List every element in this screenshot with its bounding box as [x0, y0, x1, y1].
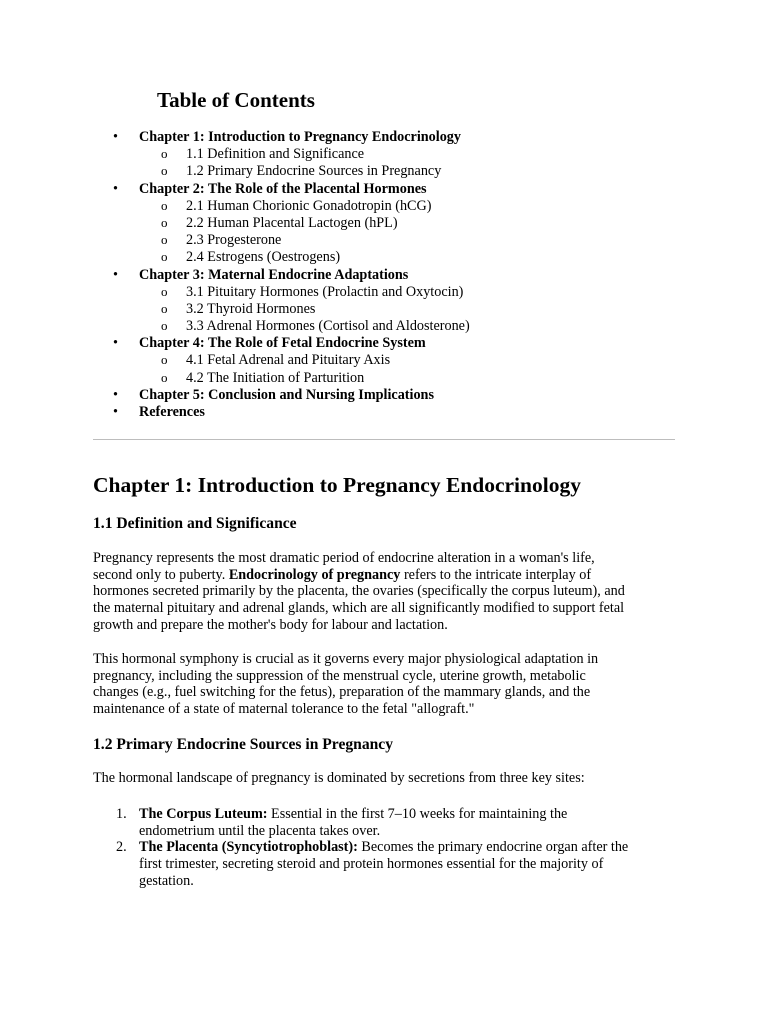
toc-section-label: 4.2 The Initiation of Parturition: [186, 369, 365, 386]
sub-bullet-icon: o: [161, 163, 168, 179]
toc-section-label: 2.4 Estrogens (Oestrogens): [186, 249, 341, 266]
sub-bullet-icon: o: [161, 146, 168, 162]
bullet-icon: •: [113, 386, 118, 403]
bold-term: Endocrinology of pregnancy: [228, 566, 401, 583]
toc-chapter-1[interactable]: [93, 129, 693, 146]
text-line: first trimester, secreting steroid and protein hormones essential for the majority of: [139, 856, 604, 873]
toc-chapter-2[interactable]: [93, 181, 693, 198]
text-span: refers to the intricate interplay of: [400, 566, 592, 583]
section-heading: 1.1 Definition and Significance: [93, 515, 297, 532]
sub-bullet-icon: o: [161, 318, 168, 334]
text-line: the maternal pituitary and adrenal glands, which are all significantly modified to support fetal: [93, 600, 625, 617]
text-line: [139, 839, 693, 856]
toc-section-label: 1.2 Primary Endocrine Sources in Pregnancy: [186, 163, 442, 180]
sub-bullet-icon: o: [161, 214, 168, 230]
toc-chapter-3[interactable]: [93, 267, 693, 284]
toc-section-label: 3.2 Thyroid Hormones: [186, 300, 316, 317]
text-span: Essential in the first 7–10 weeks for maintaining the: [267, 806, 568, 822]
toc-chapter-5[interactable]: [93, 387, 693, 404]
text-line: maintenance of a state of maternal tolerance to the fetal "allograft.": [93, 701, 475, 718]
section-heading: 1.2 Primary Endocrine Sources in Pregnancy: [93, 736, 394, 753]
text-line: Pregnancy represents the most dramatic period of endocrine alteration in a woman's life,: [93, 550, 595, 566]
toc-chapter-label: Chapter 5: Conclusion and Nursing Implications: [139, 386, 434, 403]
text-line: changes (e.g., fuel switching for the fetus), preparation of the mammary glands, and the: [93, 684, 591, 701]
sub-bullet-icon: o: [161, 249, 168, 265]
toc-section-4-2[interactable]: [93, 370, 693, 387]
bullet-icon: •: [113, 404, 118, 420]
toc-chapter-label: Chapter 4: The Role of Fetal Endocrine System: [139, 335, 426, 352]
text-line: growth and prepare the mother's body for labour and lactation.: [93, 616, 448, 633]
toc-section-label: 2.1 Human Chorionic Gonadotropin (hCG): [186, 197, 432, 214]
bold-term: The Placenta (Syncytiotrophoblast):: [139, 839, 358, 856]
toc-section-1-2[interactable]: [93, 163, 693, 180]
paragraph: [93, 651, 683, 718]
list-item: [93, 806, 693, 839]
paragraph: [93, 770, 683, 787]
toc-references[interactable]: [93, 404, 693, 421]
text-line: [139, 806, 693, 823]
toc-section-3-1[interactable]: [93, 284, 693, 301]
list-number: 2.: [116, 839, 127, 856]
bold-term: The Corpus Luteum:: [139, 806, 268, 822]
text-line: hormones secreted primarily by the placenta, the ovaries (specifically the corpus luteum), and: [93, 583, 625, 600]
toc-title: Table of Contents: [157, 88, 315, 112]
text-span: Becomes the primary endocrine organ after the: [357, 839, 629, 856]
toc-chapter-label: Chapter 3: Maternal Endocrine Adaptations: [139, 266, 409, 283]
toc-chapter-4[interactable]: [93, 335, 693, 352]
toc-section-2-3[interactable]: [93, 232, 693, 249]
text-line: gestation.: [139, 872, 194, 889]
toc-chapter-label: Chapter 2: The Role of the Placental Hormones: [139, 180, 427, 197]
toc-section-3-2[interactable]: [93, 301, 693, 318]
toc-chapter-label: Chapter 1: Introduction to Pregnancy Endocrinology: [139, 129, 461, 145]
horizontal-divider: [93, 439, 675, 440]
text-line: [93, 567, 683, 584]
bullet-icon: •: [113, 266, 118, 283]
table-of-contents: [93, 129, 693, 421]
sub-bullet-icon: o: [161, 300, 168, 316]
bullet-icon: •: [113, 335, 118, 352]
bullet-icon: •: [113, 180, 118, 197]
toc-section-label: 3.3 Adrenal Hormones (Cortisol and Aldosterone): [186, 318, 470, 335]
text-line: This hormonal symphony is crucial as it governs every major physiological adaptation in: [93, 651, 599, 667]
toc-section-2-2[interactable]: [93, 215, 693, 232]
toc-section-label: 2.3 Progesterone: [186, 232, 282, 249]
toc-section-3-3[interactable]: [93, 318, 693, 335]
toc-section-label: 2.2 Human Placental Lactogen (hPL): [186, 214, 398, 231]
toc-section-4-1[interactable]: [93, 352, 693, 369]
text-span: second only to puberty.: [93, 566, 229, 583]
sub-bullet-icon: o: [161, 352, 168, 368]
toc-section-label: 3.1 Pituitary Hormones (Prolactin and Oxytocin): [186, 283, 464, 300]
text-line: pregnancy, including the suppression of the menstrual cycle, uterine growth, metabolic: [93, 667, 586, 684]
list-number: 1.: [116, 806, 127, 822]
toc-section-2-4[interactable]: [93, 249, 693, 266]
chapter-heading: Chapter 1: Introduction to Pregnancy Endocrinology: [93, 473, 581, 497]
ordered-list: [93, 806, 693, 890]
toc-section-label: 4.1 Fetal Adrenal and Pituitary Axis: [186, 352, 391, 369]
list-item: [93, 839, 693, 889]
sub-bullet-icon: o: [161, 283, 168, 299]
paragraph: [93, 550, 683, 634]
text-line: The hormonal landscape of pregnancy is dominated by secretions from three key sites:: [93, 770, 585, 786]
toc-section-label: 1.1 Definition and Significance: [186, 146, 365, 163]
sub-bullet-icon: o: [161, 369, 168, 385]
toc-chapter-label: References: [139, 404, 205, 420]
bullet-icon: •: [113, 129, 118, 145]
sub-bullet-icon: o: [161, 197, 168, 213]
toc-section-1-1[interactable]: [93, 146, 693, 163]
toc-section-2-1[interactable]: [93, 198, 693, 215]
sub-bullet-icon: o: [161, 232, 168, 248]
text-line: endometrium until the placenta takes over.: [139, 822, 381, 839]
